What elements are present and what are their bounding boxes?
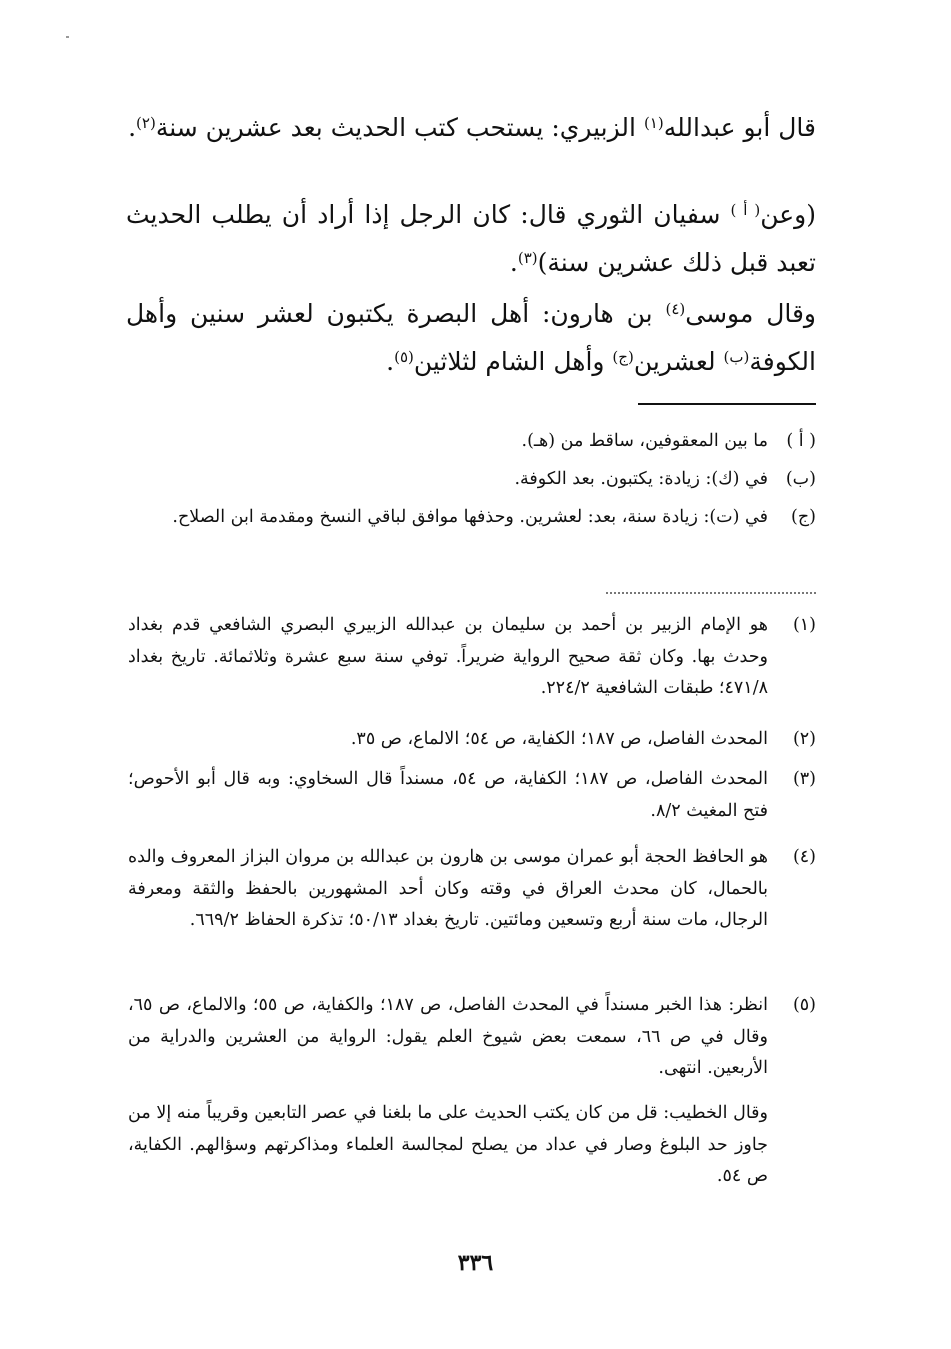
footnote: [128, 724, 816, 756]
variant-note-text: ما بين المعقوفين، ساقط من (هـ).: [521, 431, 768, 451]
footnote: [128, 610, 816, 705]
variant-note-marker: (ب): [785, 469, 816, 489]
variant-note-text: في (ك): زيادة: يكتبون. بعد الكوفة.: [514, 469, 768, 489]
variant-note-marker: (ج): [791, 507, 816, 527]
footnote-ref: (١): [643, 114, 664, 132]
variant-note: [128, 426, 816, 458]
footnote-marker: (١): [792, 615, 816, 635]
text-run: .: [128, 113, 137, 142]
footnote: [128, 990, 816, 1085]
scan-speck: [66, 36, 69, 38]
variant-note: [128, 464, 816, 496]
text-run: لعشرين: [633, 347, 724, 376]
variant-note-marker: ( أ ): [786, 431, 816, 451]
text-run: سفيان الثوري قال: كان الرجل إذا أراد أن يطلب الحديث تعبد قبل ذلك عشرين سنة): [126, 200, 816, 277]
footnote-ref: (٤): [665, 300, 686, 318]
footnote-marker: (٢): [792, 729, 816, 749]
footnote-text: هو الإمام الزبير بن أحمد بن سليمان بن عبدالله الزبيري البصري الشافعي قدم بغداد وحدث بها. وكان ثقة صحيح الرواية ضريراً. توفي سنة سبع عشرة وثلاثمائة. تاريخ بغداد ٤٧١/٨؛ طبقات الشافعية ٢٢٤/٢.: [128, 615, 768, 698]
footnote-ref: (٥): [394, 348, 414, 366]
footnote: [128, 764, 816, 827]
footnote-separator: [638, 403, 816, 405]
footnote-text: انظر: هذا الخبر مسنداً في المحدث الفاصل، ص ١٨٧؛ والكفاية، ص ٥٥؛ والالماع، ص ٦٥، وقال في ص ٦٦، سمعت بعض شيوخ العلم يقول: الرواية من العشرين والدراية من الأربعين. انتهى.: [128, 995, 768, 1078]
page-number: ٣٣٦: [457, 1250, 494, 1276]
footnote-ref: (٣): [517, 249, 538, 267]
text-run: وقال موسى: [685, 299, 817, 328]
footnote-text: المحدث الفاصل، ص ١٨٧؛ الكفاية، ص ٥٤، مسنداً قال السخاوي: وبه قال أبو الأحوص؛ فتح المغيث ٨/٢.: [128, 769, 768, 821]
variant-note: [128, 502, 816, 534]
footnote-ref: (ج): [612, 348, 634, 366]
text-run: .: [509, 248, 518, 277]
text-run: .: [386, 347, 395, 376]
text-run: قال أبو عبدالله: [663, 113, 816, 142]
variant-note-text: في (ت): زيادة سنة، بعد: لعشرين. وحذفها موافق لباقي النسخ ومقدمة ابن الصلاح.: [172, 507, 768, 527]
dotted-separator: [606, 592, 816, 594]
main-paragraph-2: [126, 191, 816, 287]
footnote-marker: (٣): [792, 769, 816, 789]
text-run: بن هارون: أهل البصرة يكتبون لعشر سنين وأهل الكوفة: [126, 299, 816, 376]
footnote-text: وقال الخطيب: قل من كان يكتب الحديث على ما بلغنا في عصر التابعين وقريباً منه إلا من جاوز حد البلوغ وصار في عداد من يصلح لمجالسة العلماء ومذاكرتهم وسؤالهم. الكفاية، ص ٥٤.: [128, 1103, 768, 1186]
text-run: (وعن: [760, 200, 816, 229]
text-run: وأهل الشام لثلاثين: [413, 347, 613, 376]
footnote-ref: (ب): [723, 348, 750, 366]
footnote-text: هو الحافظ الحجة أبو عمران موسى بن هارون بن عبدالله بن مروان البزاز المعروف والده بالحمال، كان محدث العراق في وقته وكان أحد المشهورين بالحفظ والثقة ومعرفة الرجال، مات سنة أربع وتسعين ومائتين. تاريخ بغداد ٥٠/١٣؛ تذكرة الحفاظ ٦٦٩/٢.: [128, 847, 768, 930]
footnote-continuation: [128, 1098, 816, 1193]
main-paragraph-3: [126, 290, 816, 386]
footnote-ref: ( أ ): [730, 201, 761, 219]
main-paragraph-1: [126, 104, 816, 152]
footnote: [128, 842, 816, 937]
footnote-ref: (٢): [136, 114, 156, 132]
text-run: الزبيري: يستحب كتب الحديث بعد عشرين سنة: [155, 113, 644, 142]
footnote-marker: (٤): [792, 847, 816, 867]
footnote-marker: (٥): [792, 995, 816, 1015]
footnote-text: المحدث الفاصل، ص ١٨٧؛ الكفاية، ص ٥٤؛ الالماع، ص ٣٥.: [350, 729, 768, 749]
